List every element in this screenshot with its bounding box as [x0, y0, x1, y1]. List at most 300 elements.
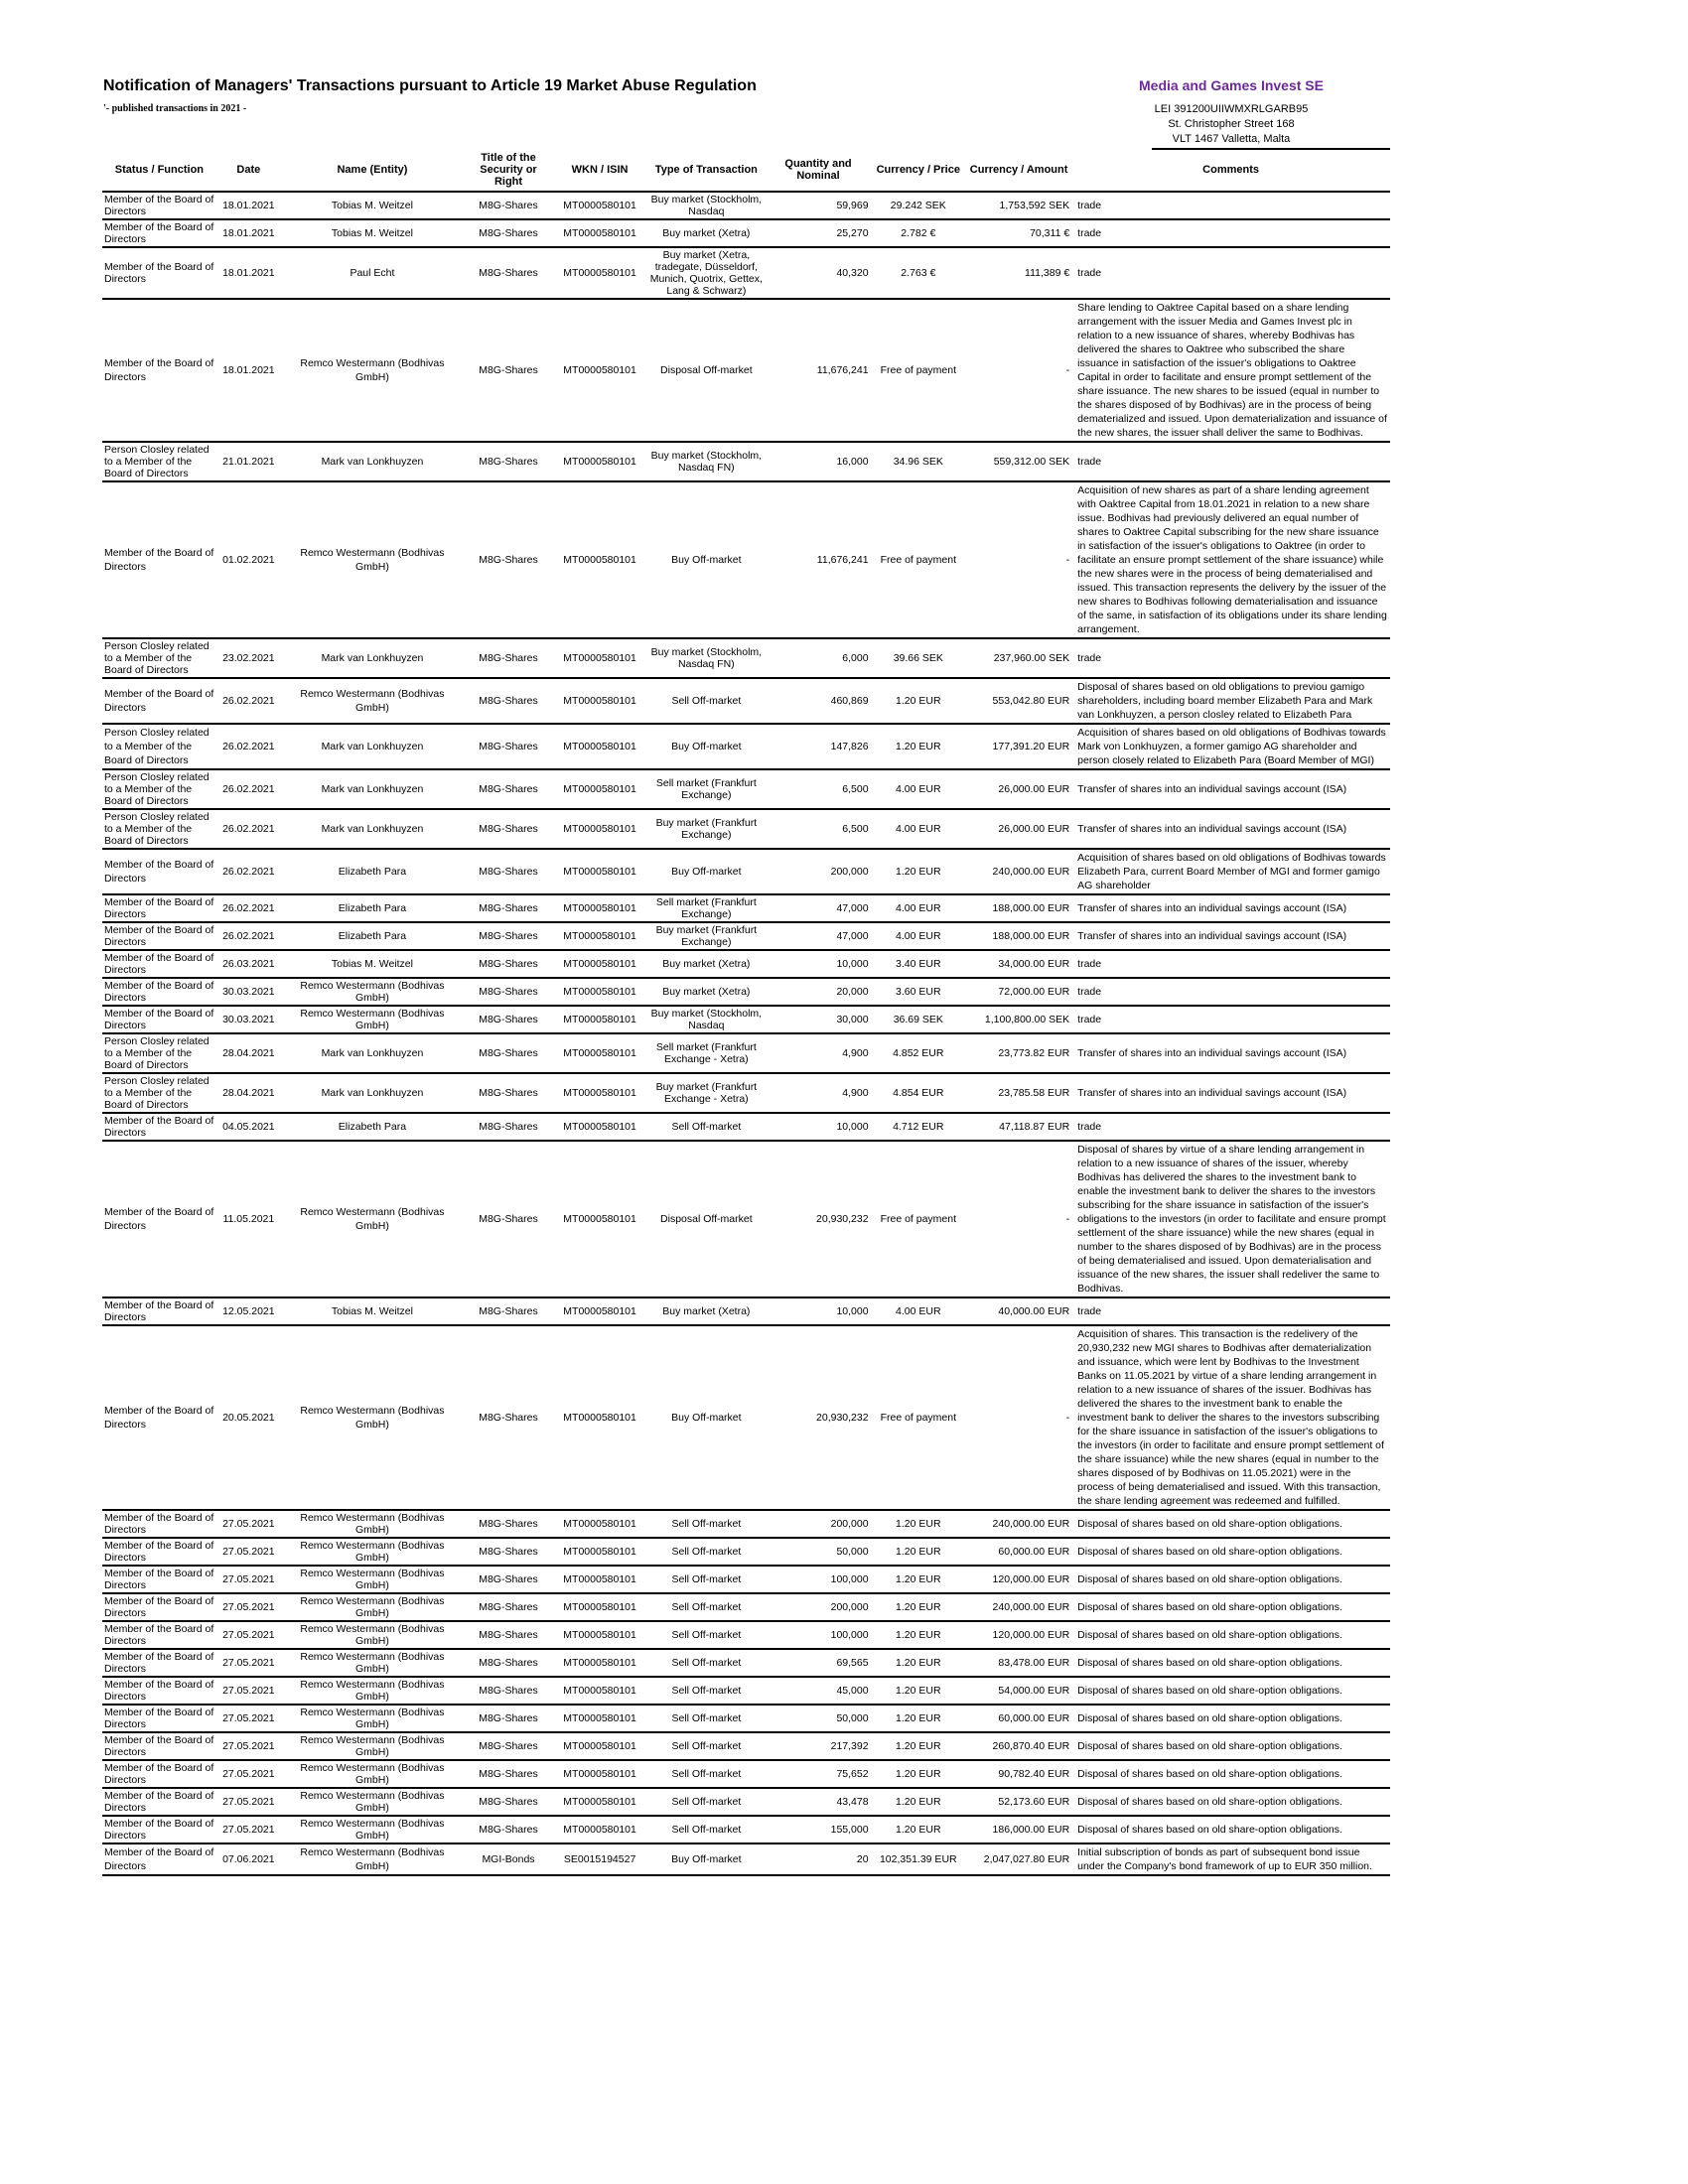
cell-security: M8G-Shares [464, 1141, 553, 1297]
cell-quantity: 100,000 [766, 1621, 870, 1649]
table-row [102, 1006, 1390, 1033]
cell-price: 2.763 € [871, 247, 966, 299]
cell-comment: Disposal of shares based on old share-option obligations. [1071, 1510, 1390, 1538]
cell-security: M8G-Shares [464, 638, 553, 678]
cell-date: 26.02.2021 [216, 922, 281, 950]
cell-security: M8G-Shares [464, 678, 553, 724]
cell-comment: Initial subscription of bonds as part of subsequent bond issue under the Company's bond framework of up to EUR 350 million. [1071, 1843, 1390, 1875]
cell-quantity: 200,000 [766, 1510, 870, 1538]
cell-type: Sell Off-market [646, 1760, 766, 1788]
cell-date: 04.05.2021 [216, 1113, 281, 1141]
cell-name: Elizabeth Para [281, 894, 464, 922]
table-row [102, 809, 1390, 849]
cell-amount: 40,000.00 EUR [966, 1297, 1071, 1325]
cell-amount: 34,000.00 EUR [966, 950, 1071, 978]
cell-amount: 90,782.40 EUR [966, 1760, 1071, 1788]
table-row [102, 1297, 1390, 1325]
cell-amount: 1,100,800.00 SEK [966, 1006, 1071, 1033]
cell-price: 4.00 EUR [871, 769, 966, 809]
cell-date: 26.02.2021 [216, 894, 281, 922]
cell-price: 29.242 SEK [871, 192, 966, 219]
cell-status: Member of the Board of Directors [102, 1113, 216, 1141]
cell-comment: trade [1071, 192, 1390, 219]
cell-security: M8G-Shares [464, 219, 553, 247]
cell-status: Person Closley related to a Member of the Board of Directors [102, 724, 216, 769]
cell-quantity: 460,869 [766, 678, 870, 724]
cell-amount: - [966, 1141, 1071, 1297]
cell-comment: Disposal of shares based on old share-option obligations. [1071, 1677, 1390, 1705]
col-name: Name (Entity) [281, 149, 464, 192]
cell-quantity: 20,930,232 [766, 1141, 870, 1297]
cell-comment: Acquisition of shares. This transaction is the redelivery of the 20,930,232 new MGI shares to Bodhivas after dematerialization and issuance, which were lent by Bodhivas to the Investment Banks on 11.05.2021 by virtue of a share lending arrangement in relation to a new issuance of shares of the issuer. Bodhivas has delivered the shares to the investment bank to enable the investment bank to deliver the shares to the investors subscribing for the share issuance in satisfaction of the issuer's obligations to the investors (in order to facilitate and ensure prompt settlement of the share issuance) while the new shares (equal in number to the shares disposed of by Bodhivas on 11.05.2021) were in the process of being dematerialised and issued. With this transaction, the share lending agreement was redeemed and fulfilled. [1071, 1325, 1390, 1510]
cell-security: M8G-Shares [464, 1073, 553, 1113]
cell-comment: Transfer of shares into an individual savings account (ISA) [1071, 809, 1390, 849]
cell-isin: MT0000580101 [553, 769, 646, 809]
table-row [102, 849, 1390, 894]
col-price: Currency / Price [871, 149, 966, 192]
col-quantity: Quantity and Nominal [766, 149, 870, 192]
cell-isin: MT0000580101 [553, 1621, 646, 1649]
cell-type: Buy market (Xetra) [646, 950, 766, 978]
cell-price: 4.852 EUR [871, 1033, 966, 1073]
table-row [102, 724, 1390, 769]
cell-security: M8G-Shares [464, 1705, 553, 1732]
cell-date: 27.05.2021 [216, 1510, 281, 1538]
cell-date: 27.05.2021 [216, 1732, 281, 1760]
cell-quantity: 50,000 [766, 1538, 870, 1566]
cell-security: M8G-Shares [464, 1566, 553, 1593]
cell-name: Tobias M. Weitzel [281, 1297, 464, 1325]
cell-amount: 54,000.00 EUR [966, 1677, 1071, 1705]
cell-price: 1.20 EUR [871, 1732, 966, 1760]
cell-status: Member of the Board of Directors [102, 922, 216, 950]
cell-type: Buy market (Stockholm, Nasdaq FN) [646, 442, 766, 481]
cell-quantity: 11,676,241 [766, 299, 870, 442]
cell-security: M8G-Shares [464, 724, 553, 769]
cell-name: Remco Westermann (Bodhivas GmbH) [281, 1538, 464, 1566]
cell-price: Free of payment [871, 481, 966, 638]
table-row [102, 247, 1390, 299]
cell-status: Member of the Board of Directors [102, 1141, 216, 1297]
cell-date: 11.05.2021 [216, 1141, 281, 1297]
cell-isin: MT0000580101 [553, 724, 646, 769]
cell-isin: MT0000580101 [553, 1113, 646, 1141]
cell-type: Buy market (Stockholm, Nasdaq [646, 192, 766, 219]
cell-type: Buy Off-market [646, 1843, 766, 1875]
table-row [102, 1732, 1390, 1760]
cell-name: Remco Westermann (Bodhivas GmbH) [281, 1732, 464, 1760]
cell-name: Elizabeth Para [281, 1113, 464, 1141]
cell-type: Buy market (Xetra, tradegate, Düsseldorf, Munich, Quotrix, Gettex, Lang & Schwarz) [646, 247, 766, 299]
table-row [102, 442, 1390, 481]
cell-name: Tobias M. Weitzel [281, 192, 464, 219]
cell-name: Remco Westermann (Bodhivas GmbH) [281, 1705, 464, 1732]
cell-type: Sell market (Frankfurt Exchange) [646, 769, 766, 809]
cell-quantity: 59,969 [766, 192, 870, 219]
cell-amount: 186,000.00 EUR [966, 1816, 1071, 1843]
cell-type: Buy Off-market [646, 1325, 766, 1510]
cell-isin: MT0000580101 [553, 1510, 646, 1538]
cell-name: Remco Westermann (Bodhivas GmbH) [281, 1141, 464, 1297]
cell-isin: MT0000580101 [553, 1705, 646, 1732]
cell-comment: Transfer of shares into an individual savings account (ISA) [1071, 1073, 1390, 1113]
table-row [102, 1816, 1390, 1843]
cell-type: Sell Off-market [646, 1816, 766, 1843]
cell-quantity: 6,500 [766, 769, 870, 809]
cell-amount: 72,000.00 EUR [966, 978, 1071, 1006]
table-row [102, 192, 1390, 219]
cell-isin: MT0000580101 [553, 1006, 646, 1033]
cell-price: 4.00 EUR [871, 809, 966, 849]
cell-status: Person Closley related to a Member of the Board of Directors [102, 1073, 216, 1113]
table-row [102, 1621, 1390, 1649]
cell-quantity: 6,000 [766, 638, 870, 678]
cell-amount: - [966, 299, 1071, 442]
cell-type: Buy Off-market [646, 849, 766, 894]
table-row [102, 1788, 1390, 1816]
cell-security: M8G-Shares [464, 192, 553, 219]
cell-type: Sell Off-market [646, 1510, 766, 1538]
cell-date: 30.03.2021 [216, 1006, 281, 1033]
cell-name: Remco Westermann (Bodhivas GmbH) [281, 1760, 464, 1788]
cell-date: 18.01.2021 [216, 219, 281, 247]
cell-quantity: 20,930,232 [766, 1325, 870, 1510]
cell-name: Remco Westermann (Bodhivas GmbH) [281, 1649, 464, 1677]
cell-quantity: 200,000 [766, 1593, 870, 1621]
cell-amount: 60,000.00 EUR [966, 1538, 1071, 1566]
cell-name: Remco Westermann (Bodhivas GmbH) [281, 978, 464, 1006]
cell-isin: MT0000580101 [553, 1760, 646, 1788]
cell-price: 1.20 EUR [871, 678, 966, 724]
table-row [102, 299, 1390, 442]
cell-date: 27.05.2021 [216, 1705, 281, 1732]
table-row [102, 1677, 1390, 1705]
cell-status: Person Closley related to a Member of the Board of Directors [102, 769, 216, 809]
cell-price: 102,351.39 EUR [871, 1843, 966, 1875]
cell-status: Member of the Board of Directors [102, 299, 216, 442]
cell-amount: 52,173.60 EUR [966, 1788, 1071, 1816]
cell-security: M8G-Shares [464, 1732, 553, 1760]
cell-quantity: 10,000 [766, 1113, 870, 1141]
cell-isin: MT0000580101 [553, 481, 646, 638]
table-row [102, 678, 1390, 724]
cell-quantity: 20 [766, 1843, 870, 1875]
cell-security: M8G-Shares [464, 442, 553, 481]
cell-date: 27.05.2021 [216, 1677, 281, 1705]
cell-amount: 1,753,592 SEK [966, 192, 1071, 219]
table-row [102, 1566, 1390, 1593]
cell-date: 07.06.2021 [216, 1843, 281, 1875]
cell-price: 1.20 EUR [871, 1593, 966, 1621]
cell-date: 12.05.2021 [216, 1297, 281, 1325]
cell-date: 28.04.2021 [216, 1073, 281, 1113]
cell-price: 1.20 EUR [871, 1649, 966, 1677]
cell-status: Member of the Board of Directors [102, 894, 216, 922]
cell-name: Mark van Lonkhuyzen [281, 442, 464, 481]
cell-comment: Disposal of shares based on old share-option obligations. [1071, 1732, 1390, 1760]
cell-quantity: 11,676,241 [766, 481, 870, 638]
cell-amount: 177,391.20 EUR [966, 724, 1071, 769]
cell-status: Member of the Board of Directors [102, 978, 216, 1006]
cell-price: 34.96 SEK [871, 442, 966, 481]
cell-comment: trade [1071, 219, 1390, 247]
cell-quantity: 47,000 [766, 894, 870, 922]
cell-amount: 2,047,027.80 EUR [966, 1843, 1071, 1875]
cell-comment: Transfer of shares into an individual savings account (ISA) [1071, 769, 1390, 809]
cell-amount: 23,785.58 EUR [966, 1073, 1071, 1113]
cell-amount: - [966, 481, 1071, 638]
cell-comment: Disposal of shares by virtue of a share lending arrangement in relation to a new issuance of shares of the issuer, whereby Bodhivas has delivered the shares to the investment bank to enable the investment bank to deliver the shares to the investors subscribing for the share issuance in satisfaction of the issuer's obligations to the investors (in order to facilitate and ensure prompt settlement of the share issuance) while the new shares (equal in number to the shares disposed of by Bodhivas) are in the process of being dematerialised and issued. Upon dematerialisation and issuance of the new shares, the issuer shall redeliver the same to Bodhivas. [1071, 1141, 1390, 1297]
cell-date: 27.05.2021 [216, 1788, 281, 1816]
cell-amount: 240,000.00 EUR [966, 849, 1071, 894]
cell-date: 18.01.2021 [216, 192, 281, 219]
cell-security: M8G-Shares [464, 849, 553, 894]
cell-isin: MT0000580101 [553, 1297, 646, 1325]
cell-isin: MT0000580101 [553, 1538, 646, 1566]
cell-name: Remco Westermann (Bodhivas GmbH) [281, 1788, 464, 1816]
cell-type: Sell Off-market [646, 1705, 766, 1732]
cell-quantity: 100,000 [766, 1566, 870, 1593]
cell-date: 26.02.2021 [216, 724, 281, 769]
cell-type: Sell Off-market [646, 1593, 766, 1621]
cell-amount: 553,042.80 EUR [966, 678, 1071, 724]
cell-type: Sell Off-market [646, 1677, 766, 1705]
cell-type: Buy market (Frankfurt Exchange) [646, 809, 766, 849]
cell-price: 3.40 EUR [871, 950, 966, 978]
cell-quantity: 147,826 [766, 724, 870, 769]
cell-status: Member of the Board of Directors [102, 1677, 216, 1705]
cell-name: Elizabeth Para [281, 922, 464, 950]
cell-date: 27.05.2021 [216, 1593, 281, 1621]
cell-price: 1.20 EUR [871, 1816, 966, 1843]
cell-type: Buy market (Frankfurt Exchange - Xetra) [646, 1073, 766, 1113]
cell-price: 1.20 EUR [871, 724, 966, 769]
cell-quantity: 75,652 [766, 1760, 870, 1788]
cell-status: Member of the Board of Directors [102, 950, 216, 978]
cell-isin: MT0000580101 [553, 247, 646, 299]
cell-price: 1.20 EUR [871, 1621, 966, 1649]
cell-comment: trade [1071, 247, 1390, 299]
page-subtitle: '- published transactions in 2021 - [103, 103, 247, 114]
cell-amount: 26,000.00 EUR [966, 769, 1071, 809]
cell-isin: MT0000580101 [553, 1649, 646, 1677]
cell-quantity: 10,000 [766, 1297, 870, 1325]
cell-status: Person Closley related to a Member of the Board of Directors [102, 809, 216, 849]
cell-security: M8G-Shares [464, 1297, 553, 1325]
cell-quantity: 25,270 [766, 219, 870, 247]
cell-isin: MT0000580101 [553, 442, 646, 481]
cell-amount: 240,000.00 EUR [966, 1510, 1071, 1538]
cell-isin: MT0000580101 [553, 894, 646, 922]
cell-isin: MT0000580101 [553, 950, 646, 978]
cell-price: 1.20 EUR [871, 1788, 966, 1816]
cell-status: Member of the Board of Directors [102, 1006, 216, 1033]
cell-type: Buy Off-market [646, 481, 766, 638]
cell-date: 26.02.2021 [216, 809, 281, 849]
cell-quantity: 200,000 [766, 849, 870, 894]
table-row [102, 1033, 1390, 1073]
cell-price: Free of payment [871, 299, 966, 442]
transactions-table [102, 149, 1390, 1876]
cell-status: Member of the Board of Directors [102, 1760, 216, 1788]
cell-isin: MT0000580101 [553, 1788, 646, 1816]
cell-isin: MT0000580101 [553, 1566, 646, 1593]
cell-comment: Transfer of shares into an individual savings account (ISA) [1071, 894, 1390, 922]
cell-security: M8G-Shares [464, 1538, 553, 1566]
cell-status: Member of the Board of Directors [102, 1732, 216, 1760]
cell-isin: MT0000580101 [553, 299, 646, 442]
cell-comment: Disposal of shares based on old share-option obligations. [1071, 1816, 1390, 1843]
cell-status: Member of the Board of Directors [102, 247, 216, 299]
cell-status: Member of the Board of Directors [102, 1325, 216, 1510]
cell-type: Sell Off-market [646, 1732, 766, 1760]
cell-isin: SE0015194527 [553, 1843, 646, 1875]
cell-name: Remco Westermann (Bodhivas GmbH) [281, 1621, 464, 1649]
cell-amount: 47,118.87 EUR [966, 1113, 1071, 1141]
cell-type: Sell market (Frankfurt Exchange) [646, 894, 766, 922]
cell-name: Remco Westermann (Bodhivas GmbH) [281, 1677, 464, 1705]
cell-status: Member of the Board of Directors [102, 1843, 216, 1875]
cell-status: Member of the Board of Directors [102, 1297, 216, 1325]
col-type: Type of Transaction [646, 149, 766, 192]
cell-type: Disposal Off-market [646, 1141, 766, 1297]
cell-name: Remco Westermann (Bodhivas GmbH) [281, 1510, 464, 1538]
cell-date: 27.05.2021 [216, 1760, 281, 1788]
company-street: St. Christopher Street 168 [1168, 118, 1295, 130]
cell-type: Disposal Off-market [646, 299, 766, 442]
cell-isin: MT0000580101 [553, 809, 646, 849]
table-row [102, 638, 1390, 678]
cell-comment: Disposal of shares based on old share-option obligations. [1071, 1788, 1390, 1816]
cell-security: M8G-Shares [464, 1816, 553, 1843]
cell-date: 18.01.2021 [216, 247, 281, 299]
cell-price: Free of payment [871, 1141, 966, 1297]
cell-date: 27.05.2021 [216, 1566, 281, 1593]
cell-status: Member of the Board of Directors [102, 219, 216, 247]
cell-date: 26.02.2021 [216, 849, 281, 894]
cell-price: 1.20 EUR [871, 1566, 966, 1593]
cell-name: Remco Westermann (Bodhivas GmbH) [281, 299, 464, 442]
cell-type: Sell Off-market [646, 1788, 766, 1816]
cell-price: 4.00 EUR [871, 1297, 966, 1325]
cell-status: Member of the Board of Directors [102, 849, 216, 894]
cell-status: Person Closley related to a Member of the Board of Directors [102, 638, 216, 678]
table-row [102, 769, 1390, 809]
cell-price: 39.66 SEK [871, 638, 966, 678]
cell-quantity: 45,000 [766, 1677, 870, 1705]
cell-security: M8G-Shares [464, 1621, 553, 1649]
cell-name: Remco Westermann (Bodhivas GmbH) [281, 1325, 464, 1510]
cell-price: 4.00 EUR [871, 894, 966, 922]
cell-quantity: 47,000 [766, 922, 870, 950]
cell-name: Remco Westermann (Bodhivas GmbH) [281, 678, 464, 724]
cell-comment: Transfer of shares into an individual savings account (ISA) [1071, 922, 1390, 950]
cell-name: Mark van Lonkhuyzen [281, 638, 464, 678]
cell-amount: 111,389 € [966, 247, 1071, 299]
cell-quantity: 217,392 [766, 1732, 870, 1760]
cell-price: 1.20 EUR [871, 849, 966, 894]
cell-amount: - [966, 1325, 1071, 1510]
cell-name: Tobias M. Weitzel [281, 219, 464, 247]
cell-quantity: 50,000 [766, 1705, 870, 1732]
cell-name: Remco Westermann (Bodhivas GmbH) [281, 481, 464, 638]
table-row [102, 978, 1390, 1006]
cell-isin: MT0000580101 [553, 1816, 646, 1843]
cell-security: M8G-Shares [464, 247, 553, 299]
page-title: Notification of Managers' Transactions pursuant to Article 19 Market Abuse Regulation [103, 77, 757, 94]
cell-price: 1.20 EUR [871, 1705, 966, 1732]
cell-name: Remco Westermann (Bodhivas GmbH) [281, 1006, 464, 1033]
cell-security: M8G-Shares [464, 1788, 553, 1816]
table-row [102, 950, 1390, 978]
col-date: Date [216, 149, 281, 192]
cell-type: Buy market (Xetra) [646, 978, 766, 1006]
cell-security: M8G-Shares [464, 809, 553, 849]
cell-security: M8G-Shares [464, 1593, 553, 1621]
cell-date: 26.03.2021 [216, 950, 281, 978]
table-row [102, 894, 1390, 922]
cell-security: M8G-Shares [464, 481, 553, 638]
table-row [102, 1073, 1390, 1113]
table-row [102, 1705, 1390, 1732]
cell-type: Sell market (Frankfurt Exchange - Xetra) [646, 1033, 766, 1073]
table-row [102, 1760, 1390, 1788]
cell-status: Member of the Board of Directors [102, 1621, 216, 1649]
cell-security: M8G-Shares [464, 299, 553, 442]
cell-name: Remco Westermann (Bodhivas GmbH) [281, 1566, 464, 1593]
cell-date: 30.03.2021 [216, 978, 281, 1006]
cell-date: 20.05.2021 [216, 1325, 281, 1510]
cell-price: 4.712 EUR [871, 1113, 966, 1141]
cell-comment: Disposal of shares based on old share-option obligations. [1071, 1760, 1390, 1788]
cell-price: 1.20 EUR [871, 1760, 966, 1788]
cell-amount: 23,773.82 EUR [966, 1033, 1071, 1073]
cell-quantity: 43,478 [766, 1788, 870, 1816]
cell-price: 4.854 EUR [871, 1073, 966, 1113]
cell-name: Mark van Lonkhuyzen [281, 769, 464, 809]
cell-status: Member of the Board of Directors [102, 1593, 216, 1621]
table-row [102, 1510, 1390, 1538]
cell-isin: MT0000580101 [553, 1141, 646, 1297]
table-row [102, 922, 1390, 950]
cell-date: 21.01.2021 [216, 442, 281, 481]
cell-amount: 559,312.00 SEK [966, 442, 1071, 481]
company-lei: LEI 391200UIIWMXRLGARB95 [1154, 103, 1309, 115]
cell-status: Person Closley related to a Member of the Board of Directors [102, 1033, 216, 1073]
cell-comment: trade [1071, 950, 1390, 978]
cell-status: Member of the Board of Directors [102, 1788, 216, 1816]
cell-type: Sell Off-market [646, 1113, 766, 1141]
cell-name: Mark van Lonkhuyzen [281, 1033, 464, 1073]
cell-quantity: 4,900 [766, 1033, 870, 1073]
cell-security: M8G-Shares [464, 1760, 553, 1788]
cell-comment: trade [1071, 1113, 1390, 1141]
cell-amount: 237,960.00 SEK [966, 638, 1071, 678]
cell-type: Buy market (Xetra) [646, 1297, 766, 1325]
cell-status: Person Closley related to a Member of the Board of Directors [102, 442, 216, 481]
cell-isin: MT0000580101 [553, 219, 646, 247]
cell-security: M8G-Shares [464, 950, 553, 978]
cell-comment: trade [1071, 1297, 1390, 1325]
cell-name: Paul Echt [281, 247, 464, 299]
cell-name: Remco Westermann (Bodhivas GmbH) [281, 1816, 464, 1843]
cell-date: 18.01.2021 [216, 299, 281, 442]
cell-type: Buy Off-market [646, 724, 766, 769]
cell-name: Mark van Lonkhuyzen [281, 1073, 464, 1113]
cell-status: Member of the Board of Directors [102, 1538, 216, 1566]
cell-security: M8G-Shares [464, 1113, 553, 1141]
cell-security: M8G-Shares [464, 1677, 553, 1705]
